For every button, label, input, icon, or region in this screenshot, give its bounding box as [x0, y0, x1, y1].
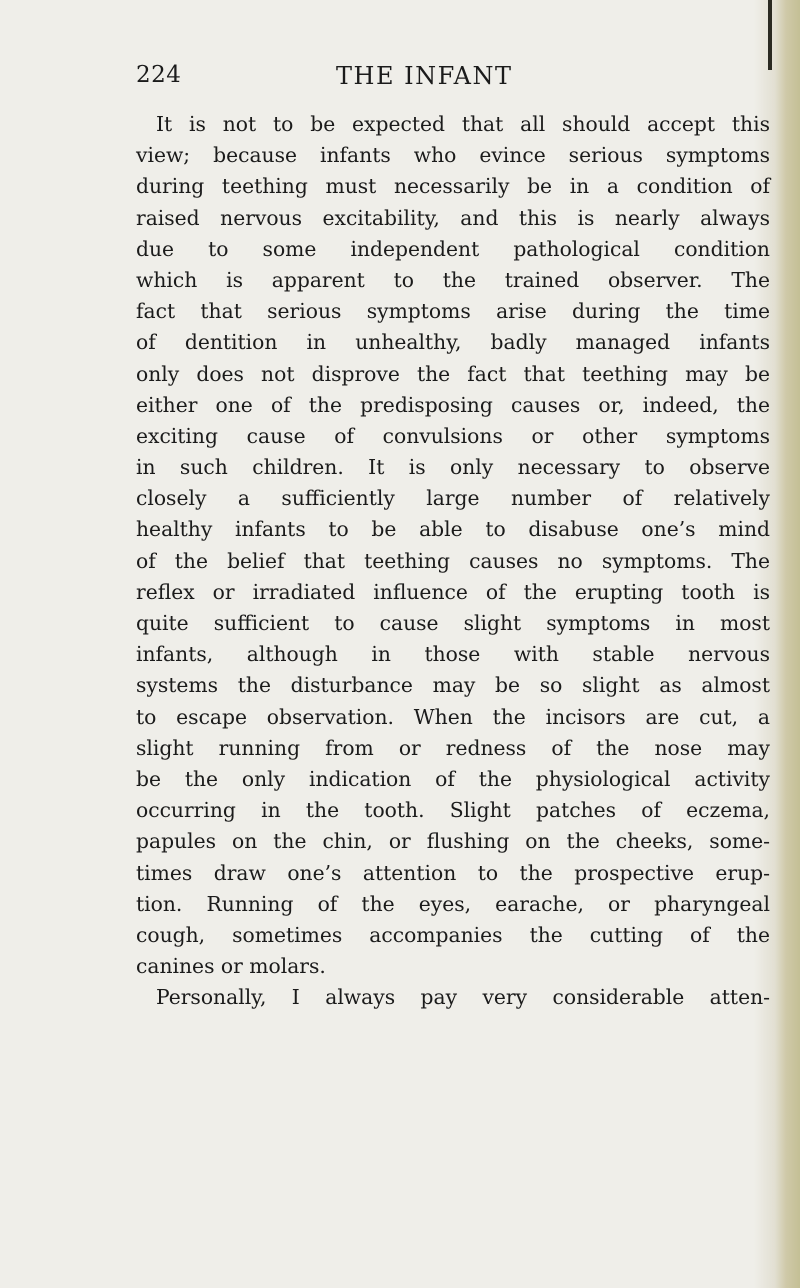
running-head: THE INFANT	[336, 62, 513, 90]
text-line: closely a sufficiently large number of relatively	[136, 486, 770, 511]
text-line: quite sufficient to cause slight symptoms in most	[136, 611, 770, 635]
text-line: tion. Running of the eyes, earache, or pharyngeal	[136, 891, 770, 916]
text-line: be the only indication of the physiological activity	[136, 766, 770, 791]
text-line: slight running from or redness of the nose may	[136, 735, 770, 760]
text-line: raised nervous excitability, and this is nearly always	[136, 205, 770, 230]
body-text	[136, 109, 770, 1013]
text-line: Personally, I always pay very considerable atten-	[156, 985, 770, 1010]
text-line: of the belief that teething causes no symptoms. The	[136, 548, 770, 573]
text-line: occurring in the tooth. Slight patches of eczema,	[136, 798, 770, 823]
page-edge-mark	[768, 0, 772, 70]
text-line: healthy infants to be able to disabuse one’s mind	[136, 517, 770, 542]
text-line: systems the disturbance may be so slight as almost	[136, 673, 770, 698]
text-line: canines or molars.	[136, 954, 326, 979]
text-line: fact that serious symptoms arise during the time	[136, 299, 770, 324]
text-line: only does not disprove the fact that teething may be	[136, 361, 770, 386]
text-line: either one of the predisposing causes or, indeed, the	[136, 392, 770, 417]
page-header	[136, 62, 776, 96]
text-line: papules on the chin, or flushing on the cheeks, some-	[136, 829, 770, 854]
text-line: view; because infants who evince serious symptoms	[136, 143, 770, 168]
text-line: times draw one’s attention to the prospective erup-	[136, 860, 770, 885]
text-line: cough, sometimes accompanies the cutting of the	[136, 922, 770, 947]
text-line: which is apparent to the trained observer. The	[136, 267, 770, 292]
text-line: It is not to be expected that all should accept this	[156, 112, 770, 136]
text-line: to escape observation. When the incisors are cut, a	[136, 704, 770, 729]
text-line: in such children. It is only necessary to observe	[136, 455, 770, 480]
text-line: exciting cause of convulsions or other symptoms	[136, 423, 770, 448]
page-number: 224	[136, 62, 182, 88]
text-line: of dentition in unhealthy, badly managed infants	[136, 330, 770, 355]
text-line: during teething must necessarily be in a condition of	[136, 174, 770, 199]
text-line: reflex or irradiated influence of the erupting tooth is	[136, 579, 770, 604]
text-line: due to some independent pathological condition	[136, 236, 770, 261]
text-line: infants, although in those with stable nervous	[136, 642, 770, 667]
